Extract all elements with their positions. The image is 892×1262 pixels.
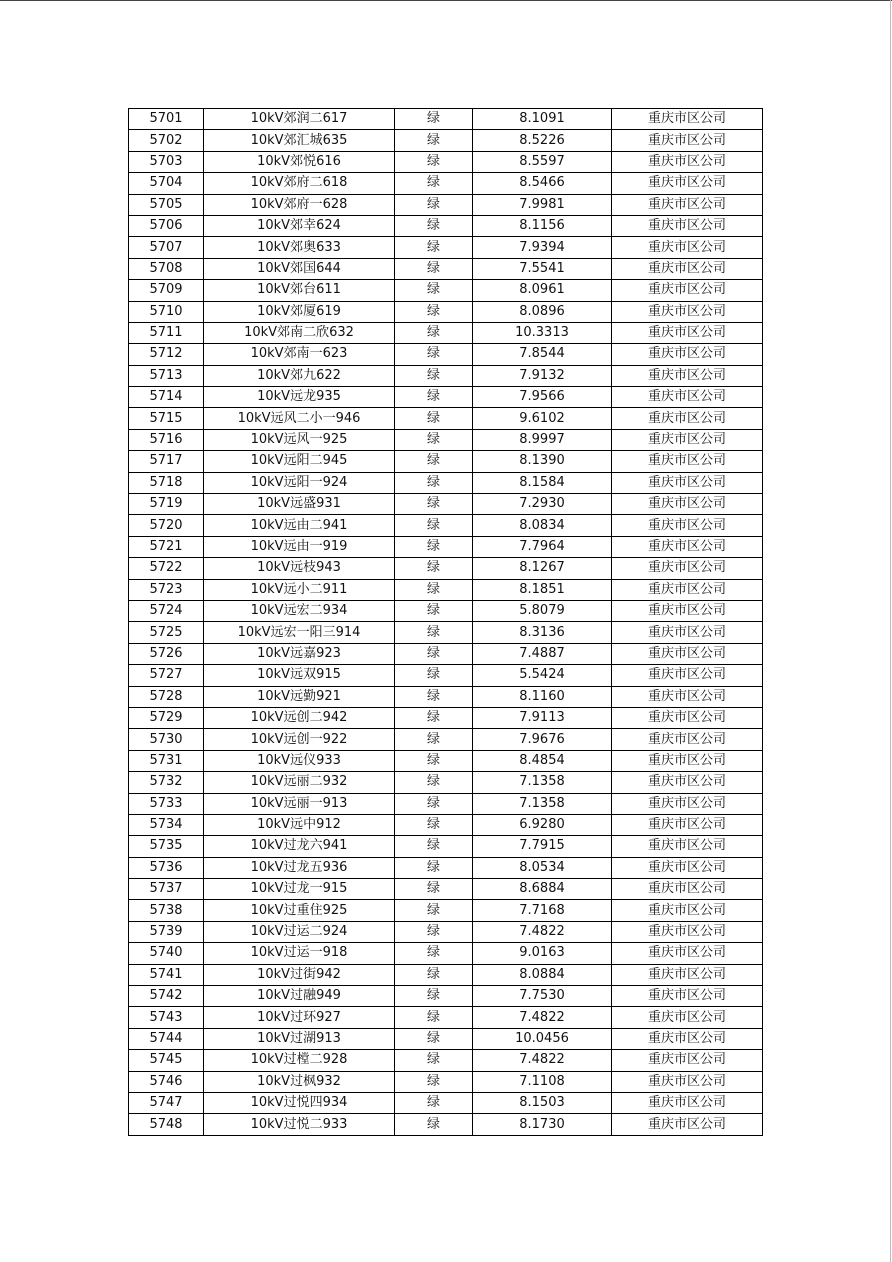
status-color-cell: 绿 xyxy=(395,964,473,985)
value-cell: 7.1108 xyxy=(473,1071,612,1092)
company-cell: 重庆市区公司 xyxy=(612,665,763,686)
status-color-cell: 绿 xyxy=(395,1114,473,1135)
company-cell: 重庆市区公司 xyxy=(612,408,763,429)
feeder-name-cell: 10kV郊台611 xyxy=(204,280,395,301)
company-cell: 重庆市区公司 xyxy=(612,836,763,857)
value-cell: 8.1160 xyxy=(473,686,612,707)
row-number-cell: 5723 xyxy=(129,579,204,600)
row-number-cell: 5715 xyxy=(129,408,204,429)
table-row xyxy=(129,772,763,793)
status-color-cell: 绿 xyxy=(395,301,473,322)
row-number-cell: 5706 xyxy=(129,215,204,236)
row-number-cell: 5725 xyxy=(129,622,204,643)
page-right-edge xyxy=(890,0,891,1262)
table-row xyxy=(129,109,763,130)
company-cell: 重庆市区公司 xyxy=(612,237,763,258)
value-cell: 8.1584 xyxy=(473,472,612,493)
row-number-cell: 5704 xyxy=(129,173,204,194)
table-row xyxy=(129,515,763,536)
row-number-cell: 5732 xyxy=(129,772,204,793)
feeder-name-cell: 10kV郊悦616 xyxy=(204,151,395,172)
company-cell: 重庆市区公司 xyxy=(612,429,763,450)
value-cell: 8.0884 xyxy=(473,964,612,985)
row-number-cell: 5728 xyxy=(129,686,204,707)
company-cell: 重庆市区公司 xyxy=(612,964,763,985)
status-color-cell: 绿 xyxy=(395,472,473,493)
company-cell: 重庆市区公司 xyxy=(612,1028,763,1049)
row-number-cell: 5748 xyxy=(129,1114,204,1135)
company-cell: 重庆市区公司 xyxy=(612,729,763,750)
row-number-cell: 5738 xyxy=(129,900,204,921)
table-row xyxy=(129,429,763,450)
company-cell: 重庆市区公司 xyxy=(612,536,763,557)
value-cell: 7.5541 xyxy=(473,258,612,279)
company-cell: 重庆市区公司 xyxy=(612,772,763,793)
table-row xyxy=(129,729,763,750)
feeder-name-cell: 10kV郊九622 xyxy=(204,365,395,386)
feeder-name-cell: 10kV远风二小一946 xyxy=(204,408,395,429)
status-color-cell: 绿 xyxy=(395,772,473,793)
row-number-cell: 5740 xyxy=(129,943,204,964)
feeder-name-cell: 10kV过环927 xyxy=(204,1007,395,1028)
table-row xyxy=(129,1071,763,1092)
feeder-name-cell: 10kV过悦四934 xyxy=(204,1092,395,1113)
feeder-name-cell: 10kV远宏一阳三914 xyxy=(204,622,395,643)
feeder-name-cell: 10kV过湖913 xyxy=(204,1028,395,1049)
value-cell: 7.4822 xyxy=(473,1007,612,1028)
feeder-name-cell: 10kV远小二911 xyxy=(204,579,395,600)
value-cell: 7.9113 xyxy=(473,707,612,728)
feeder-name-cell: 10kV远创一922 xyxy=(204,729,395,750)
table-row xyxy=(129,472,763,493)
company-cell: 重庆市区公司 xyxy=(612,215,763,236)
value-cell: 7.2930 xyxy=(473,494,612,515)
row-number-cell: 5719 xyxy=(129,494,204,515)
status-color-cell: 绿 xyxy=(395,558,473,579)
feeder-table-body xyxy=(129,109,763,1136)
feeder-name-cell: 10kV远仪933 xyxy=(204,750,395,771)
status-color-cell: 绿 xyxy=(395,1071,473,1092)
status-color-cell: 绿 xyxy=(395,258,473,279)
value-cell: 8.1730 xyxy=(473,1114,612,1135)
status-color-cell: 绿 xyxy=(395,408,473,429)
status-color-cell: 绿 xyxy=(395,130,473,151)
value-cell: 7.7530 xyxy=(473,986,612,1007)
value-cell: 7.9676 xyxy=(473,729,612,750)
row-number-cell: 5729 xyxy=(129,707,204,728)
table-row xyxy=(129,857,763,878)
feeder-name-cell: 10kV远中912 xyxy=(204,814,395,835)
company-cell: 重庆市区公司 xyxy=(612,1050,763,1071)
company-cell: 重庆市区公司 xyxy=(612,280,763,301)
status-color-cell: 绿 xyxy=(395,921,473,942)
company-cell: 重庆市区公司 xyxy=(612,1114,763,1135)
company-cell: 重庆市区公司 xyxy=(612,707,763,728)
status-color-cell: 绿 xyxy=(395,215,473,236)
feeder-name-cell: 10kV郊国644 xyxy=(204,258,395,279)
company-cell: 重庆市区公司 xyxy=(612,879,763,900)
feeder-name-cell: 10kV远由二941 xyxy=(204,515,395,536)
status-color-cell: 绿 xyxy=(395,536,473,557)
value-cell: 8.0534 xyxy=(473,857,612,878)
status-color-cell: 绿 xyxy=(395,344,473,365)
status-color-cell: 绿 xyxy=(395,622,473,643)
row-number-cell: 5747 xyxy=(129,1092,204,1113)
feeder-name-cell: 10kV郊府二618 xyxy=(204,173,395,194)
feeder-name-cell: 10kV过樘二928 xyxy=(204,1050,395,1071)
value-cell: 8.0896 xyxy=(473,301,612,322)
feeder-name-cell: 10kV远创二942 xyxy=(204,707,395,728)
table-row xyxy=(129,600,763,621)
feeder-name-cell: 10kV郊汇城635 xyxy=(204,130,395,151)
table-row xyxy=(129,322,763,343)
value-cell: 7.1358 xyxy=(473,772,612,793)
table-row xyxy=(129,151,763,172)
company-cell: 重庆市区公司 xyxy=(612,600,763,621)
company-cell: 重庆市区公司 xyxy=(612,943,763,964)
row-number-cell: 5717 xyxy=(129,451,204,472)
feeder-name-cell: 10kV郊府一628 xyxy=(204,194,395,215)
company-cell: 重庆市区公司 xyxy=(612,1007,763,1028)
feeder-name-cell: 10kV郊南二欣632 xyxy=(204,322,395,343)
feeder-name-cell: 10kV远阳一924 xyxy=(204,472,395,493)
company-cell: 重庆市区公司 xyxy=(612,515,763,536)
feeder-name-cell: 10kV郊润二617 xyxy=(204,109,395,130)
status-color-cell: 绿 xyxy=(395,109,473,130)
table-row xyxy=(129,258,763,279)
feeder-name-cell: 10kV过龙六941 xyxy=(204,836,395,857)
table-row xyxy=(129,707,763,728)
feeder-name-cell: 10kV远由一919 xyxy=(204,536,395,557)
status-color-cell: 绿 xyxy=(395,1092,473,1113)
status-color-cell: 绿 xyxy=(395,151,473,172)
value-cell: 7.9132 xyxy=(473,365,612,386)
status-color-cell: 绿 xyxy=(395,515,473,536)
company-cell: 重庆市区公司 xyxy=(612,986,763,1007)
table-row xyxy=(129,986,763,1007)
value-cell: 8.5597 xyxy=(473,151,612,172)
status-color-cell: 绿 xyxy=(395,1007,473,1028)
feeder-name-cell: 10kV过运一918 xyxy=(204,943,395,964)
feeder-name-cell: 10kV远勤921 xyxy=(204,686,395,707)
table-row xyxy=(129,836,763,857)
company-cell: 重庆市区公司 xyxy=(612,921,763,942)
table-row xyxy=(129,130,763,151)
value-cell: 7.7964 xyxy=(473,536,612,557)
value-cell: 7.4822 xyxy=(473,1050,612,1071)
feeder-name-cell: 10kV过龙五936 xyxy=(204,857,395,878)
company-cell: 重庆市区公司 xyxy=(612,322,763,343)
value-cell: 8.4854 xyxy=(473,750,612,771)
status-color-cell: 绿 xyxy=(395,686,473,707)
row-number-cell: 5743 xyxy=(129,1007,204,1028)
row-number-cell: 5714 xyxy=(129,387,204,408)
feeder-name-cell: 10kV远阳二945 xyxy=(204,451,395,472)
status-color-cell: 绿 xyxy=(395,857,473,878)
status-color-cell: 绿 xyxy=(395,879,473,900)
value-cell: 8.1156 xyxy=(473,215,612,236)
value-cell: 8.5466 xyxy=(473,173,612,194)
feeder-name-cell: 10kV远风一925 xyxy=(204,429,395,450)
value-cell: 7.9566 xyxy=(473,387,612,408)
table-row xyxy=(129,344,763,365)
feeder-name-cell: 10kV远嘉923 xyxy=(204,643,395,664)
row-number-cell: 5731 xyxy=(129,750,204,771)
feeder-name-cell: 10kV远宏二934 xyxy=(204,600,395,621)
status-color-cell: 绿 xyxy=(395,986,473,1007)
row-number-cell: 5735 xyxy=(129,836,204,857)
value-cell: 8.6884 xyxy=(473,879,612,900)
company-cell: 重庆市区公司 xyxy=(612,686,763,707)
row-number-cell: 5739 xyxy=(129,921,204,942)
value-cell: 8.1390 xyxy=(473,451,612,472)
status-color-cell: 绿 xyxy=(395,729,473,750)
table-row xyxy=(129,494,763,515)
feeder-name-cell: 10kV郊幸624 xyxy=(204,215,395,236)
table-row xyxy=(129,215,763,236)
company-cell: 重庆市区公司 xyxy=(612,258,763,279)
table-row xyxy=(129,558,763,579)
value-cell: 9.0163 xyxy=(473,943,612,964)
row-number-cell: 5733 xyxy=(129,793,204,814)
company-cell: 重庆市区公司 xyxy=(612,301,763,322)
status-color-cell: 绿 xyxy=(395,322,473,343)
table-row xyxy=(129,451,763,472)
table-row xyxy=(129,579,763,600)
company-cell: 重庆市区公司 xyxy=(612,558,763,579)
value-cell: 7.4822 xyxy=(473,921,612,942)
status-color-cell: 绿 xyxy=(395,451,473,472)
row-number-cell: 5720 xyxy=(129,515,204,536)
table-row xyxy=(129,921,763,942)
row-number-cell: 5712 xyxy=(129,344,204,365)
value-cell: 7.1358 xyxy=(473,793,612,814)
table-row xyxy=(129,943,763,964)
value-cell: 10.0456 xyxy=(473,1028,612,1049)
company-cell: 重庆市区公司 xyxy=(612,451,763,472)
row-number-cell: 5745 xyxy=(129,1050,204,1071)
row-number-cell: 5703 xyxy=(129,151,204,172)
row-number-cell: 5716 xyxy=(129,429,204,450)
page-top-edge xyxy=(0,0,892,1)
company-cell: 重庆市区公司 xyxy=(612,1071,763,1092)
status-color-cell: 绿 xyxy=(395,665,473,686)
status-color-cell: 绿 xyxy=(395,429,473,450)
value-cell: 5.5424 xyxy=(473,665,612,686)
company-cell: 重庆市区公司 xyxy=(612,793,763,814)
feeder-table xyxy=(128,108,763,1136)
feeder-name-cell: 10kV过融949 xyxy=(204,986,395,1007)
row-number-cell: 5709 xyxy=(129,280,204,301)
table-row xyxy=(129,365,763,386)
company-cell: 重庆市区公司 xyxy=(612,579,763,600)
value-cell: 7.8544 xyxy=(473,344,612,365)
status-color-cell: 绿 xyxy=(395,793,473,814)
table-row xyxy=(129,1114,763,1135)
row-number-cell: 5746 xyxy=(129,1071,204,1092)
table-row xyxy=(129,301,763,322)
company-cell: 重庆市区公司 xyxy=(612,365,763,386)
status-color-cell: 绿 xyxy=(395,943,473,964)
feeder-name-cell: 10kV过龙一915 xyxy=(204,879,395,900)
status-color-cell: 绿 xyxy=(395,194,473,215)
table-row xyxy=(129,643,763,664)
company-cell: 重庆市区公司 xyxy=(612,151,763,172)
company-cell: 重庆市区公司 xyxy=(612,857,763,878)
row-number-cell: 5734 xyxy=(129,814,204,835)
status-color-cell: 绿 xyxy=(395,387,473,408)
table-row xyxy=(129,665,763,686)
value-cell: 9.6102 xyxy=(473,408,612,429)
value-cell: 8.1851 xyxy=(473,579,612,600)
feeder-name-cell: 10kV远龙935 xyxy=(204,387,395,408)
table-row xyxy=(129,1050,763,1071)
value-cell: 10.3313 xyxy=(473,322,612,343)
row-number-cell: 5736 xyxy=(129,857,204,878)
row-number-cell: 5710 xyxy=(129,301,204,322)
value-cell: 7.9981 xyxy=(473,194,612,215)
status-color-cell: 绿 xyxy=(395,494,473,515)
table-row xyxy=(129,686,763,707)
value-cell: 7.7168 xyxy=(473,900,612,921)
row-number-cell: 5705 xyxy=(129,194,204,215)
status-color-cell: 绿 xyxy=(395,280,473,301)
company-cell: 重庆市区公司 xyxy=(612,494,763,515)
row-number-cell: 5713 xyxy=(129,365,204,386)
status-color-cell: 绿 xyxy=(395,836,473,857)
row-number-cell: 5711 xyxy=(129,322,204,343)
table-row xyxy=(129,1092,763,1113)
table-row xyxy=(129,964,763,985)
value-cell: 8.3136 xyxy=(473,622,612,643)
table-row xyxy=(129,900,763,921)
table-row xyxy=(129,280,763,301)
value-cell: 8.5226 xyxy=(473,130,612,151)
company-cell: 重庆市区公司 xyxy=(612,900,763,921)
value-cell: 8.1091 xyxy=(473,109,612,130)
company-cell: 重庆市区公司 xyxy=(612,814,763,835)
row-number-cell: 5741 xyxy=(129,964,204,985)
value-cell: 7.9394 xyxy=(473,237,612,258)
status-color-cell: 绿 xyxy=(395,579,473,600)
table-row xyxy=(129,879,763,900)
value-cell: 5.8079 xyxy=(473,600,612,621)
table-row xyxy=(129,387,763,408)
row-number-cell: 5744 xyxy=(129,1028,204,1049)
value-cell: 8.9997 xyxy=(473,429,612,450)
status-color-cell: 绿 xyxy=(395,814,473,835)
row-number-cell: 5722 xyxy=(129,558,204,579)
status-color-cell: 绿 xyxy=(395,900,473,921)
value-cell: 6.9280 xyxy=(473,814,612,835)
table-row xyxy=(129,237,763,258)
table-row xyxy=(129,1007,763,1028)
company-cell: 重庆市区公司 xyxy=(612,387,763,408)
table-row xyxy=(129,173,763,194)
row-number-cell: 5702 xyxy=(129,130,204,151)
table-row xyxy=(129,536,763,557)
feeder-name-cell: 10kV远丽二932 xyxy=(204,772,395,793)
feeder-name-cell: 10kV远枝943 xyxy=(204,558,395,579)
row-number-cell: 5730 xyxy=(129,729,204,750)
row-number-cell: 5707 xyxy=(129,237,204,258)
status-color-cell: 绿 xyxy=(395,1050,473,1071)
table-row xyxy=(129,750,763,771)
value-cell: 7.7915 xyxy=(473,836,612,857)
company-cell: 重庆市区公司 xyxy=(612,109,763,130)
company-cell: 重庆市区公司 xyxy=(612,344,763,365)
feeder-name-cell: 10kV郊厦619 xyxy=(204,301,395,322)
feeder-name-cell: 10kV过悦二933 xyxy=(204,1114,395,1135)
company-cell: 重庆市区公司 xyxy=(612,472,763,493)
row-number-cell: 5718 xyxy=(129,472,204,493)
company-cell: 重庆市区公司 xyxy=(612,1092,763,1113)
status-color-cell: 绿 xyxy=(395,173,473,194)
status-color-cell: 绿 xyxy=(395,1028,473,1049)
feeder-name-cell: 10kV过重住925 xyxy=(204,900,395,921)
value-cell: 8.1267 xyxy=(473,558,612,579)
company-cell: 重庆市区公司 xyxy=(612,643,763,664)
table-row xyxy=(129,793,763,814)
company-cell: 重庆市区公司 xyxy=(612,194,763,215)
row-number-cell: 5726 xyxy=(129,643,204,664)
status-color-cell: 绿 xyxy=(395,237,473,258)
row-number-cell: 5701 xyxy=(129,109,204,130)
company-cell: 重庆市区公司 xyxy=(612,173,763,194)
company-cell: 重庆市区公司 xyxy=(612,750,763,771)
status-color-cell: 绿 xyxy=(395,750,473,771)
row-number-cell: 5727 xyxy=(129,665,204,686)
row-number-cell: 5708 xyxy=(129,258,204,279)
value-cell: 8.1503 xyxy=(473,1092,612,1113)
feeder-name-cell: 10kV郊南一623 xyxy=(204,344,395,365)
status-color-cell: 绿 xyxy=(395,707,473,728)
feeder-name-cell: 10kV过街942 xyxy=(204,964,395,985)
table-row xyxy=(129,622,763,643)
row-number-cell: 5721 xyxy=(129,536,204,557)
status-color-cell: 绿 xyxy=(395,365,473,386)
value-cell: 8.0961 xyxy=(473,280,612,301)
feeder-name-cell: 10kV远盛931 xyxy=(204,494,395,515)
row-number-cell: 5742 xyxy=(129,986,204,1007)
company-cell: 重庆市区公司 xyxy=(612,622,763,643)
feeder-name-cell: 10kV过枫932 xyxy=(204,1071,395,1092)
status-color-cell: 绿 xyxy=(395,643,473,664)
table-row xyxy=(129,814,763,835)
feeder-name-cell: 10kV郊奥633 xyxy=(204,237,395,258)
feeder-name-cell: 10kV过运二924 xyxy=(204,921,395,942)
row-number-cell: 5724 xyxy=(129,600,204,621)
table-row xyxy=(129,408,763,429)
feeder-name-cell: 10kV远丽一913 xyxy=(204,793,395,814)
table-row xyxy=(129,194,763,215)
status-color-cell: 绿 xyxy=(395,600,473,621)
table-row xyxy=(129,1028,763,1049)
feeder-name-cell: 10kV远双915 xyxy=(204,665,395,686)
value-cell: 7.4887 xyxy=(473,643,612,664)
company-cell: 重庆市区公司 xyxy=(612,130,763,151)
value-cell: 8.0834 xyxy=(473,515,612,536)
row-number-cell: 5737 xyxy=(129,879,204,900)
